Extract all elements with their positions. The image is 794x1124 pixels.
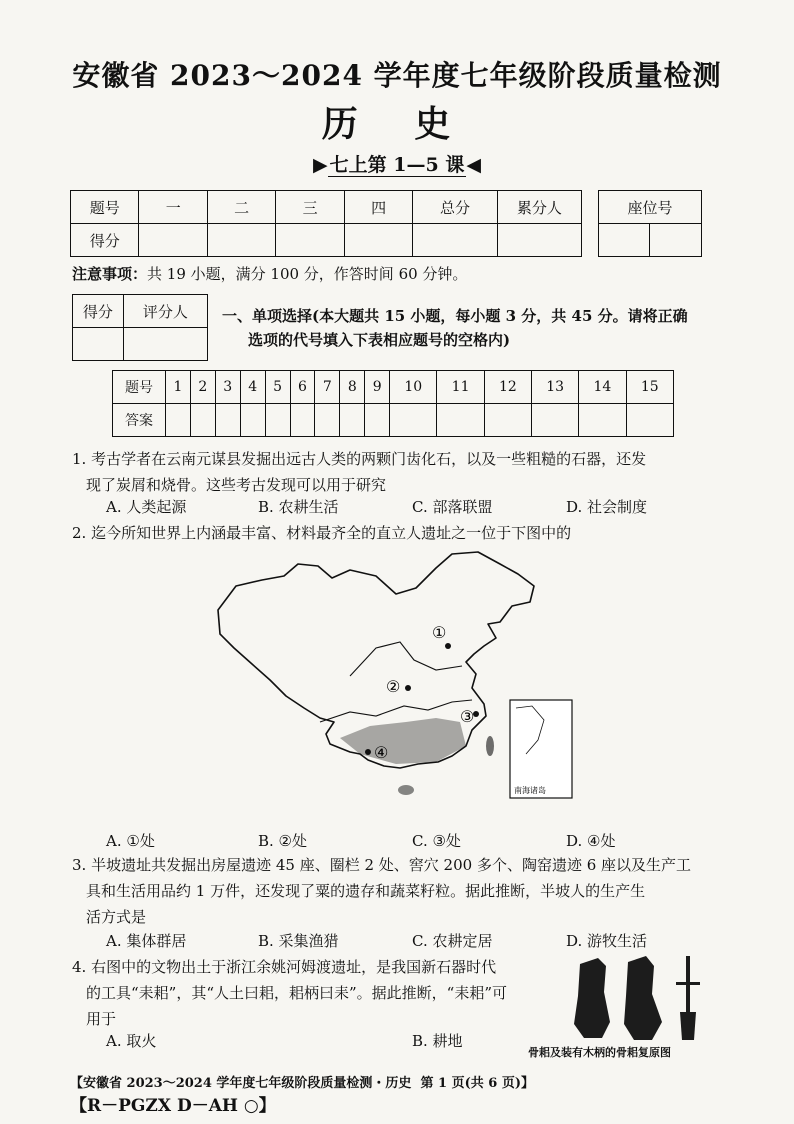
question-text: 活方式是 (86, 908, 147, 926)
option-c[interactable]: C. ③处 (412, 832, 461, 850)
answer-cell[interactable] (215, 404, 240, 437)
answer-table (112, 370, 674, 437)
spade-blade (680, 1012, 696, 1040)
question-2 (72, 520, 732, 546)
score-cell[interactable] (276, 224, 344, 257)
score-header: 累分人 (497, 191, 581, 224)
grader-cell[interactable] (123, 328, 207, 361)
question-text: 1. 考古学者在云南元谋县发掘出远古人类的两颗门齿化石，以及一些粗糙的石器，还发 (72, 450, 647, 468)
region-shade (340, 718, 466, 764)
notes (72, 263, 467, 284)
option-b[interactable]: B. ②处 (258, 832, 308, 850)
section-heading (222, 304, 722, 352)
footer (70, 1072, 730, 1116)
score-cell[interactable] (139, 224, 207, 257)
grader-score-label: 得分 (73, 295, 124, 328)
option-d[interactable]: D. 游牧生活 (566, 932, 648, 950)
footer-page: 第 1 页(共 6 页)】 (420, 1076, 534, 1091)
question-number: 7 (315, 371, 340, 404)
question-text: 2. 迄今所知世界上内涵最丰富、材料最齐全的直立人遗址之一位于下图中的 (72, 524, 572, 542)
section-heading-line1: 一、单项选择(本大题共 15 小题，每小题 3 分，共 45 分。请将正确 (222, 307, 688, 325)
yangtze-river (320, 700, 472, 722)
score-cell[interactable] (344, 224, 412, 257)
seat-cell[interactable] (650, 224, 702, 257)
map-marker: ① (432, 623, 447, 642)
question-number: 13 (532, 371, 579, 404)
score-cell[interactable] (497, 224, 581, 257)
grader-cell[interactable] (73, 328, 124, 361)
scope-text: 七上第 1—5 课 (329, 154, 465, 176)
answer-cell[interactable] (290, 404, 315, 437)
answer-cell[interactable] (365, 404, 390, 437)
answer-cell[interactable] (190, 404, 215, 437)
answer-table-label: 答案 (113, 404, 166, 437)
footer-code: 【R－PGZX D－AH ○】 (70, 1096, 276, 1116)
option-a[interactable]: A. ①处 (106, 832, 155, 850)
score-cell[interactable] (413, 224, 497, 257)
question-text: 3. 半坡遗址共发掘出房屋遗迹 45 座、圈栏 2 处、窖穴 200 多个、陶窑遗迹 6 座以及生产工 (72, 856, 692, 874)
answer-table-label: 题号 (113, 371, 166, 404)
scope-line (0, 150, 794, 177)
answer-cell[interactable] (240, 404, 265, 437)
option-c[interactable]: C. 农耕定居 (412, 932, 493, 950)
score-header: 题号 (71, 191, 139, 224)
yellow-river (350, 642, 462, 676)
answer-cell[interactable] (532, 404, 579, 437)
option-c[interactable]: C. 部落联盟 (412, 498, 493, 516)
exam-title: 安徽省 2023～2024 学年度七年级阶段质量检测 (72, 59, 722, 92)
answer-cell[interactable] (265, 404, 290, 437)
score-header: 一 (139, 191, 207, 224)
china-map (200, 550, 580, 820)
notes-text: 共 19 小题，满分 100 分，作答时间 60 分钟。 (147, 265, 468, 283)
taiwan-island (486, 736, 494, 756)
answer-cell[interactable] (437, 404, 484, 437)
question-number: 15 (626, 371, 673, 404)
grader-table (72, 294, 208, 361)
map-marker: ③ (460, 707, 475, 726)
notes-label: 注意事项： (72, 265, 148, 283)
handle-crossbar (676, 982, 700, 985)
question-number: 10 (390, 371, 437, 404)
option-d[interactable]: D. ④处 (566, 832, 616, 850)
seat-cell[interactable] (599, 224, 650, 257)
score-header: 三 (276, 191, 344, 224)
bone-spade-2 (624, 956, 662, 1040)
triangle-right-icon: ▶ (313, 154, 328, 176)
answer-cell[interactable] (166, 404, 191, 437)
option-b[interactable]: B. 农耕生活 (258, 498, 339, 516)
question-number: 1 (166, 371, 191, 404)
question-number: 8 (340, 371, 365, 404)
question-number: 14 (579, 371, 626, 404)
site-dot (445, 643, 451, 649)
option-b[interactable]: B. 耕地 (412, 1032, 463, 1050)
hainan-island (398, 785, 414, 795)
question-number: 6 (290, 371, 315, 404)
question-number: 9 (365, 371, 390, 404)
question-3 (72, 852, 732, 930)
question-text: 具和生活用品约 1 万件，还发现了粟的遗存和蔬菜籽粒。据此推断，半坡人的生产生 (86, 882, 646, 900)
question-text: 4. 右图中的文物出土于浙江余姚河姆渡遗址，是我国新石器时代 (72, 958, 497, 976)
score-cell[interactable] (207, 224, 275, 257)
seat-table (598, 190, 702, 257)
score-row-label: 得分 (71, 224, 139, 257)
question-number: 3 (215, 371, 240, 404)
answer-cell[interactable] (626, 404, 673, 437)
option-a[interactable]: A. 集体群居 (106, 932, 187, 950)
question-text: 现了炭屑和烧骨。这些考古发现可以用于研究 (86, 476, 387, 494)
option-b[interactable]: B. 采集渔猎 (258, 932, 339, 950)
answer-cell[interactable] (340, 404, 365, 437)
option-a[interactable]: A. 取火 (106, 1032, 157, 1050)
section-heading-line2: 选项的代号填入下表相应题号的空格内) (248, 331, 511, 349)
score-header: 二 (207, 191, 275, 224)
grader-name-label: 评分人 (123, 295, 207, 328)
triangle-left-icon: ◀ (466, 154, 481, 176)
score-header: 总分 (413, 191, 497, 224)
image-caption: 骨耜及装有木柄的骨耜复原图 (528, 1046, 671, 1059)
question-4 (72, 954, 562, 1032)
option-a[interactable]: A. 人类起源 (106, 498, 187, 516)
subject-title: 历 史 (321, 103, 473, 145)
inset-box (510, 700, 572, 798)
seat-label: 座位号 (599, 191, 702, 224)
inset-label: 南海诸岛 (514, 786, 546, 795)
map-marker: ② (386, 677, 401, 696)
question-text: 的工具“耒耜”，其“人土曰耜，耜柄曰耒”。据此推断，“耒耜”可 (86, 984, 508, 1002)
score-table (70, 190, 582, 257)
answer-cell[interactable] (390, 404, 437, 437)
score-header: 四 (344, 191, 412, 224)
bone-spade-image (566, 952, 716, 1044)
answer-cell[interactable] (315, 404, 340, 437)
option-d[interactable]: D. 社会制度 (566, 498, 648, 516)
question-number: 2 (190, 371, 215, 404)
question-1 (72, 446, 732, 498)
question-number: 11 (437, 371, 484, 404)
question-number: 4 (240, 371, 265, 404)
question-text: 用于 (86, 1010, 117, 1028)
footer-exam-name: 【安徽省 2023～2024 学年度七年级阶段质量检测・历史 (70, 1076, 412, 1091)
site-dot (405, 685, 411, 691)
map-marker: ④ (374, 743, 389, 762)
site-dot (365, 749, 371, 755)
question-number: 12 (484, 371, 531, 404)
answer-cell[interactable] (579, 404, 626, 437)
question-number: 5 (265, 371, 290, 404)
answer-cell[interactable] (484, 404, 531, 437)
wooden-handle (686, 956, 690, 1016)
bone-spade-1 (574, 958, 610, 1038)
